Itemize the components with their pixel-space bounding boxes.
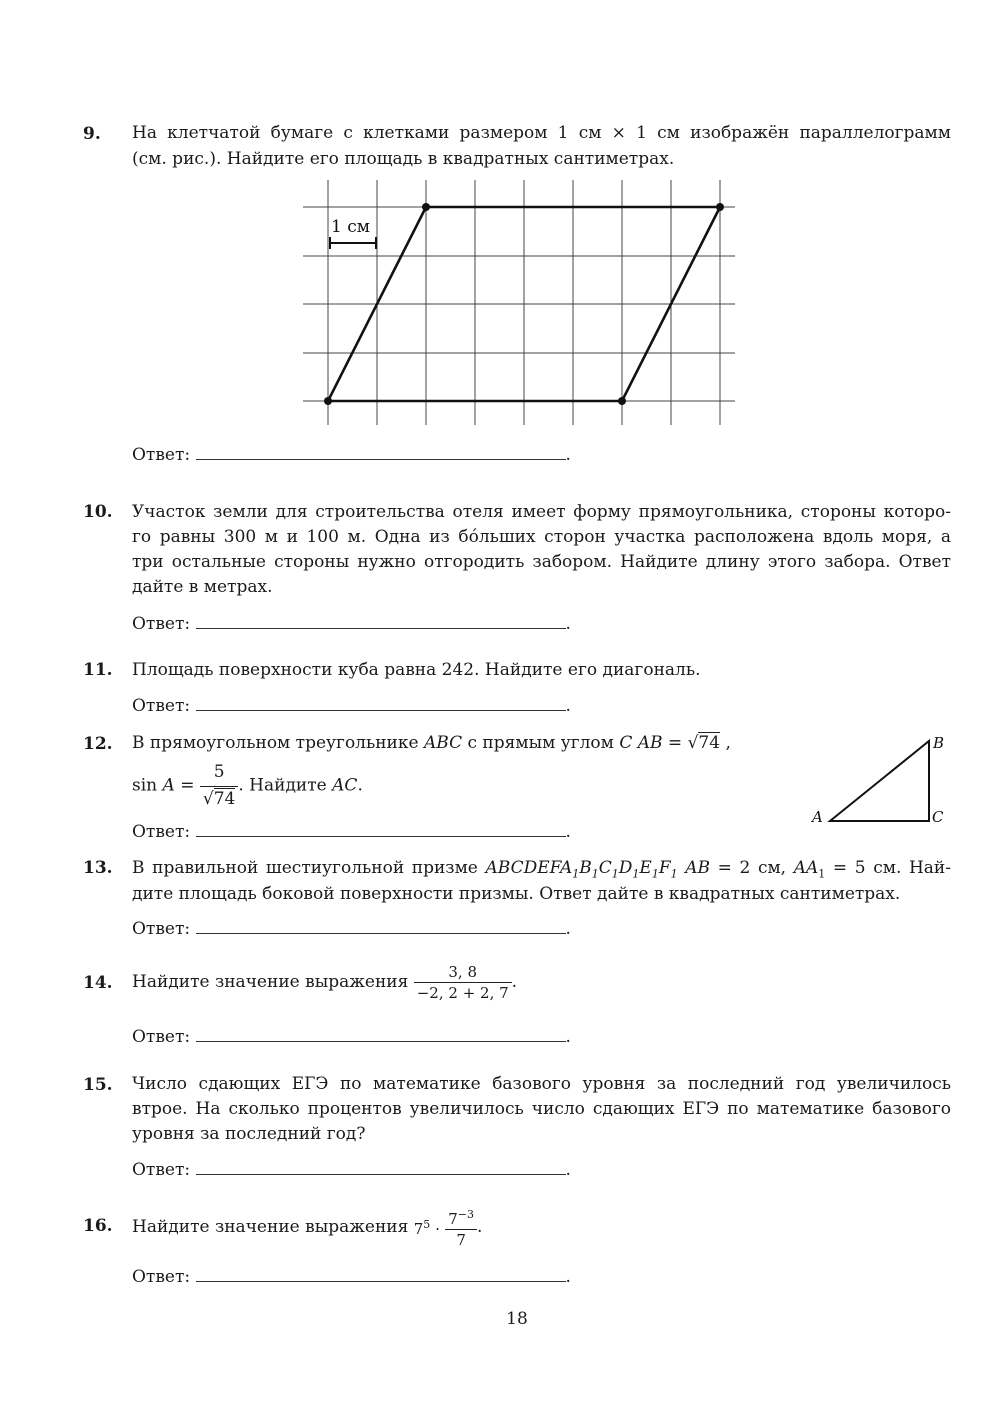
answer-line[interactable] [196,1160,566,1175]
answer-line[interactable] [196,822,566,837]
problem-10-answer: Ответ: . [132,614,571,634]
problem-12-answer: Ответ: . [132,822,571,842]
answer-line[interactable] [196,696,566,711]
expression-fraction: $\frac{3, 8}{-2, 2 + 2, 7}$ [414,962,512,1003]
problem-10-line3: три остальные стороны нужно отгородить забором. Найдите длину этого забора. Ответ [132,552,951,572]
problem-10-line1: Участок земли для строительства отеля имеет форму прямоугольника, стороны которо- [132,502,951,522]
problem-11-answer: Ответ: . [132,696,571,716]
problem-14-text: Найдите значение выражения $\frac{3, 8}{-2, 2 + 2, 7}$ . [132,963,518,1002]
answer-line[interactable] [196,614,566,629]
problem-9-line1: На клетчатой бумаге с клетками размером 1 см × 1 см изображён параллелограмм [132,123,951,143]
problem-9-line2: (см. рис.). Найдите его площадь в квадратных сантиметрах. [132,149,675,169]
answer-line[interactable] [196,445,566,460]
problem-13-answer: Ответ: . [132,919,571,939]
problem-11-text: Площадь поверхности куба равна 242. Найдите его диагональ. [132,660,701,680]
problem-15-line3: уровня за последний год? [132,1124,366,1144]
problem-14-answer: Ответ: . [132,1027,571,1047]
problem-16-number: 16. [83,1216,113,1236]
svg-text:A: A [812,808,823,826]
problem-9-number: 9. [83,124,101,144]
sin-fraction: $\frac{5}{√74}$ [200,760,238,812]
problem-10-line4: дайте в метрах. [132,577,273,597]
svg-text:B: B [933,734,945,752]
problem-13-line2: дите площадь боковой поверхности призмы. Ответ дайте в квадратных сантиметрах. [132,884,901,904]
problem-10-number: 10. [83,502,113,522]
problem-9-answer: Ответ: . [132,445,571,465]
problem-12-number: 12. [83,734,113,754]
page-number: 18 [506,1309,528,1329]
problem-16-answer: Ответ: . [132,1267,571,1287]
scale-label: 1 см [331,217,370,237]
problem-12-line2: sin A = $\frac{5}{√74}$ . Найдите AC. [132,760,363,812]
problem-13-number: 13. [83,858,113,878]
sqrt-74: √74 [687,733,721,753]
problem-10-line2: го равны 300 м и 100 м. Одна из бóльших сторон участка расположена вдоль моря, а [132,527,951,547]
problem-14-number: 14. [83,973,113,993]
grid-figure [300,180,740,430]
answer-line[interactable] [196,919,566,934]
answer-line[interactable] [196,1027,566,1042]
problem-12-line1: В прямоугольном треугольнике ABC с прямым углом C AB = √74 , [132,733,731,753]
triangle-figure [810,732,960,832]
problem-15-line2: втрое. На сколько процентов увеличилось число сдающих ЕГЭ по математике базового [132,1099,951,1119]
problem-15-number: 15. [83,1075,113,1095]
problem-11-number: 11. [83,660,113,680]
svg-text:C: C [932,808,944,826]
problem-13-line1: В правильной шестиугольной призме $ABCDEFA_1B_1C_1D_1E_1F_1$ AB = 2 см, $AA_1 = 5$ см. Най- [132,858,952,881]
problem-15-line1: Число сдающих ЕГЭ по математике базового уровня за последний год увеличилось [132,1074,951,1094]
problem-16-text: Найдите значение выражения $7^5$ · $\frac{7^{-3}}{7}$ . [132,1205,482,1250]
answer-line[interactable] [196,1267,566,1282]
power-fraction: $\frac{7^{-3}}{7}$ [445,1205,477,1250]
problem-15-answer: Ответ: . [132,1160,571,1180]
